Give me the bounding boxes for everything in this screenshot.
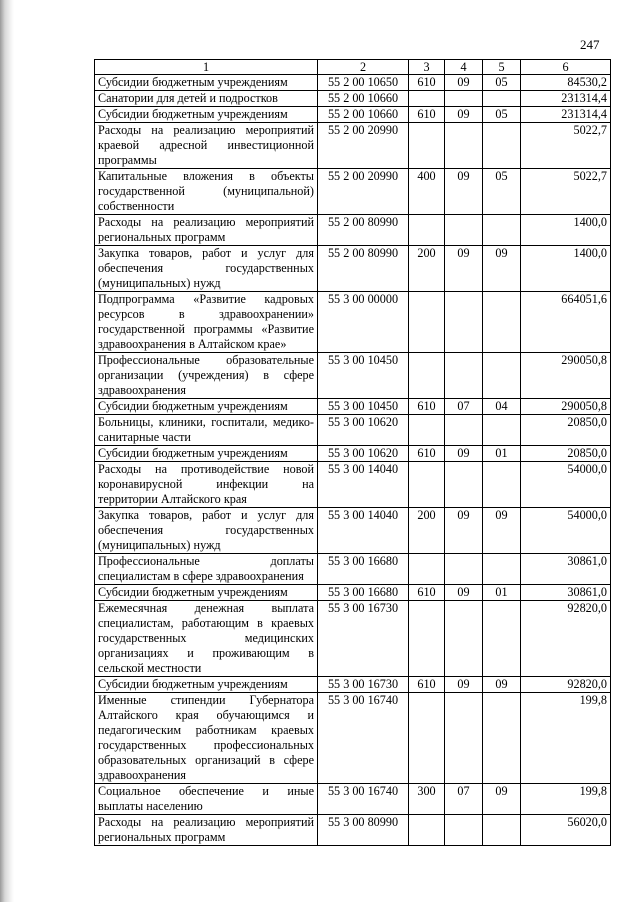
row-subsection bbox=[483, 462, 521, 508]
table-row bbox=[95, 508, 611, 554]
row-expense-type bbox=[409, 353, 445, 399]
row-name: Субсидии бюджетным учреждениям bbox=[95, 399, 318, 415]
row-subsection: 09 bbox=[483, 246, 521, 292]
table-row bbox=[95, 462, 611, 508]
row-code: 55 3 00 16730 bbox=[318, 601, 409, 677]
row-code: 55 3 00 00000 bbox=[318, 292, 409, 353]
row-subsection bbox=[483, 215, 521, 246]
row-expense-type: 300 bbox=[409, 784, 445, 815]
row-code: 55 3 00 10620 bbox=[318, 446, 409, 462]
row-expense-type: 200 bbox=[409, 246, 445, 292]
row-expense-type bbox=[409, 215, 445, 246]
row-section bbox=[445, 215, 483, 246]
row-expense-type bbox=[409, 462, 445, 508]
row-section bbox=[445, 91, 483, 107]
table-row bbox=[95, 693, 611, 784]
row-amount: 54000,0 bbox=[521, 508, 611, 554]
row-subsection: 01 bbox=[483, 446, 521, 462]
row-subsection: 05 bbox=[483, 75, 521, 91]
row-section: 07 bbox=[445, 784, 483, 815]
row-section: 09 bbox=[445, 677, 483, 693]
row-section bbox=[445, 554, 483, 585]
row-name: Субсидии бюджетным учреждениям bbox=[95, 585, 318, 601]
row-section: 09 bbox=[445, 446, 483, 462]
row-code: 55 2 00 80990 bbox=[318, 246, 409, 292]
row-name: Подпрограмма «Развитие кадровых ресурсов в здравоохранении» государственной программы «Развитие здравоохранения в Алтайском крае» bbox=[95, 292, 318, 353]
row-expense-type: 610 bbox=[409, 446, 445, 462]
row-expense-type bbox=[409, 415, 445, 446]
row-code: 55 3 00 14040 bbox=[318, 462, 409, 508]
row-name: Субсидии бюджетным учреждениям bbox=[95, 107, 318, 123]
table-row bbox=[95, 169, 611, 215]
table-row bbox=[95, 123, 611, 169]
column-header-3: 3 bbox=[409, 60, 445, 75]
row-section bbox=[445, 123, 483, 169]
table-row bbox=[95, 601, 611, 677]
row-subsection bbox=[483, 123, 521, 169]
row-amount: 20850,0 bbox=[521, 446, 611, 462]
row-code: 55 3 00 16740 bbox=[318, 784, 409, 815]
row-code: 55 3 00 16740 bbox=[318, 693, 409, 784]
budget-table bbox=[94, 59, 611, 846]
row-code: 55 3 00 16680 bbox=[318, 554, 409, 585]
row-amount: 30861,0 bbox=[521, 554, 611, 585]
row-amount: 54000,0 bbox=[521, 462, 611, 508]
row-expense-type: 610 bbox=[409, 677, 445, 693]
column-header-1: 1 bbox=[95, 60, 318, 75]
table-row bbox=[95, 246, 611, 292]
table-row bbox=[95, 554, 611, 585]
row-expense-type: 610 bbox=[409, 107, 445, 123]
row-expense-type: 200 bbox=[409, 508, 445, 554]
row-code: 55 3 00 10620 bbox=[318, 415, 409, 446]
table-row bbox=[95, 677, 611, 693]
row-amount: 1400,0 bbox=[521, 215, 611, 246]
row-section bbox=[445, 353, 483, 399]
row-code: 55 3 00 80990 bbox=[318, 815, 409, 846]
row-expense-type bbox=[409, 815, 445, 846]
row-amount: 30861,0 bbox=[521, 585, 611, 601]
row-expense-type: 610 bbox=[409, 399, 445, 415]
row-name: Субсидии бюджетным учреждениям bbox=[95, 446, 318, 462]
row-name: Расходы на противодействие новой коронавирусной инфекции на территории Алтайского края bbox=[95, 462, 318, 508]
row-section: 09 bbox=[445, 508, 483, 554]
row-code: 55 3 00 14040 bbox=[318, 508, 409, 554]
row-name: Социальное обеспечение и иные выплаты населению bbox=[95, 784, 318, 815]
table-row bbox=[95, 292, 611, 353]
row-code: 55 2 00 10650 bbox=[318, 75, 409, 91]
row-subsection: 09 bbox=[483, 784, 521, 815]
row-section: 09 bbox=[445, 107, 483, 123]
row-expense-type bbox=[409, 601, 445, 677]
row-amount: 290050,8 bbox=[521, 399, 611, 415]
column-header-5: 5 bbox=[483, 60, 521, 75]
row-section: 07 bbox=[445, 399, 483, 415]
table-row bbox=[95, 585, 611, 601]
row-amount: 664051,6 bbox=[521, 292, 611, 353]
row-name: Профессиональные образовательные организации (учреждения) в сфере здравоохранения bbox=[95, 353, 318, 399]
row-amount: 199,8 bbox=[521, 784, 611, 815]
table-row bbox=[95, 399, 611, 415]
table-row bbox=[95, 446, 611, 462]
row-amount: 56020,0 bbox=[521, 815, 611, 846]
row-expense-type bbox=[409, 693, 445, 784]
page-number: 247 bbox=[580, 37, 600, 52]
row-code: 55 2 00 10660 bbox=[318, 107, 409, 123]
row-amount: 92820,0 bbox=[521, 677, 611, 693]
row-amount: 5022,7 bbox=[521, 169, 611, 215]
table-row bbox=[95, 415, 611, 446]
row-subsection: 05 bbox=[483, 169, 521, 215]
row-expense-type: 610 bbox=[409, 585, 445, 601]
row-section: 09 bbox=[445, 585, 483, 601]
row-amount: 199,8 bbox=[521, 693, 611, 784]
row-name: Санатории для детей и подростков bbox=[95, 91, 318, 107]
table-body bbox=[95, 75, 611, 846]
column-header-2: 2 bbox=[318, 60, 409, 75]
row-subsection bbox=[483, 554, 521, 585]
row-code: 55 3 00 10450 bbox=[318, 399, 409, 415]
table-row bbox=[95, 784, 611, 815]
row-expense-type bbox=[409, 123, 445, 169]
row-section bbox=[445, 415, 483, 446]
table-row bbox=[95, 215, 611, 246]
row-code: 55 3 00 16680 bbox=[318, 585, 409, 601]
row-name: Расходы на реализацию мероприятий региональных программ bbox=[95, 815, 318, 846]
row-expense-type: 400 bbox=[409, 169, 445, 215]
row-name: Профессиональные доплаты специалистам в сфере здравоохранения bbox=[95, 554, 318, 585]
row-name: Расходы на реализацию мероприятий региональных программ bbox=[95, 215, 318, 246]
row-subsection bbox=[483, 693, 521, 784]
row-section bbox=[445, 292, 483, 353]
row-section: 09 bbox=[445, 246, 483, 292]
row-expense-type bbox=[409, 292, 445, 353]
row-amount: 1400,0 bbox=[521, 246, 611, 292]
row-code: 55 2 00 20990 bbox=[318, 123, 409, 169]
row-code: 55 3 00 16730 bbox=[318, 677, 409, 693]
row-name: Капитальные вложения в объекты государственной (муниципальной) собственности bbox=[95, 169, 318, 215]
row-code: 55 3 00 10450 bbox=[318, 353, 409, 399]
table-row bbox=[95, 815, 611, 846]
row-name: Субсидии бюджетным учреждениям bbox=[95, 677, 318, 693]
table-row bbox=[95, 75, 611, 91]
row-name: Закупка товаров, работ и услуг для обеспечения государственных (муниципальных) нужд bbox=[95, 246, 318, 292]
row-section bbox=[445, 815, 483, 846]
row-amount: 20850,0 bbox=[521, 415, 611, 446]
row-subsection bbox=[483, 815, 521, 846]
table-row bbox=[95, 107, 611, 123]
row-section: 09 bbox=[445, 75, 483, 91]
row-name: Именные стипендии Губернатора Алтайского края обучающимся и педагогическим работникам краевых государственных профессиональных образовательных организаций в сфере здравоохранения bbox=[95, 693, 318, 784]
column-header-4: 4 bbox=[445, 60, 483, 75]
row-code: 55 2 00 20990 bbox=[318, 169, 409, 215]
header-row bbox=[95, 60, 611, 75]
row-section: 09 bbox=[445, 169, 483, 215]
row-section bbox=[445, 462, 483, 508]
row-subsection bbox=[483, 415, 521, 446]
row-amount: 231314,4 bbox=[521, 107, 611, 123]
row-subsection: 01 bbox=[483, 585, 521, 601]
row-section bbox=[445, 693, 483, 784]
row-expense-type: 610 bbox=[409, 75, 445, 91]
column-header-6: 6 bbox=[521, 60, 611, 75]
row-expense-type bbox=[409, 91, 445, 107]
row-subsection bbox=[483, 601, 521, 677]
row-name: Субсидии бюджетным учреждениям bbox=[95, 75, 318, 91]
row-name: Закупка товаров, работ и услуг для обеспечения государственных (муниципальных) нужд bbox=[95, 508, 318, 554]
row-name: Больницы, клиники, госпитали, медико-санитарные части bbox=[95, 415, 318, 446]
row-code: 55 2 00 80990 bbox=[318, 215, 409, 246]
row-subsection: 05 bbox=[483, 107, 521, 123]
row-subsection bbox=[483, 353, 521, 399]
row-amount: 92820,0 bbox=[521, 601, 611, 677]
table-row bbox=[95, 353, 611, 399]
row-subsection: 09 bbox=[483, 508, 521, 554]
row-expense-type bbox=[409, 554, 445, 585]
scan-left-edge bbox=[0, 0, 14, 902]
row-amount: 84530,2 bbox=[521, 75, 611, 91]
row-subsection: 09 bbox=[483, 677, 521, 693]
row-amount: 290050,8 bbox=[521, 353, 611, 399]
row-subsection: 04 bbox=[483, 399, 521, 415]
row-amount: 231314,4 bbox=[521, 91, 611, 107]
table-row bbox=[95, 91, 611, 107]
row-name: Расходы на реализацию мероприятий краевой адресной инвестиционной программы bbox=[95, 123, 318, 169]
row-subsection bbox=[483, 292, 521, 353]
row-amount: 5022,7 bbox=[521, 123, 611, 169]
row-code: 55 2 00 10660 bbox=[318, 91, 409, 107]
row-section bbox=[445, 601, 483, 677]
row-subsection bbox=[483, 91, 521, 107]
row-name: Ежемесячная денежная выплата специалистам, работающим в краевых государственных медицинских организациях и проживающим в сельской местности bbox=[95, 601, 318, 677]
